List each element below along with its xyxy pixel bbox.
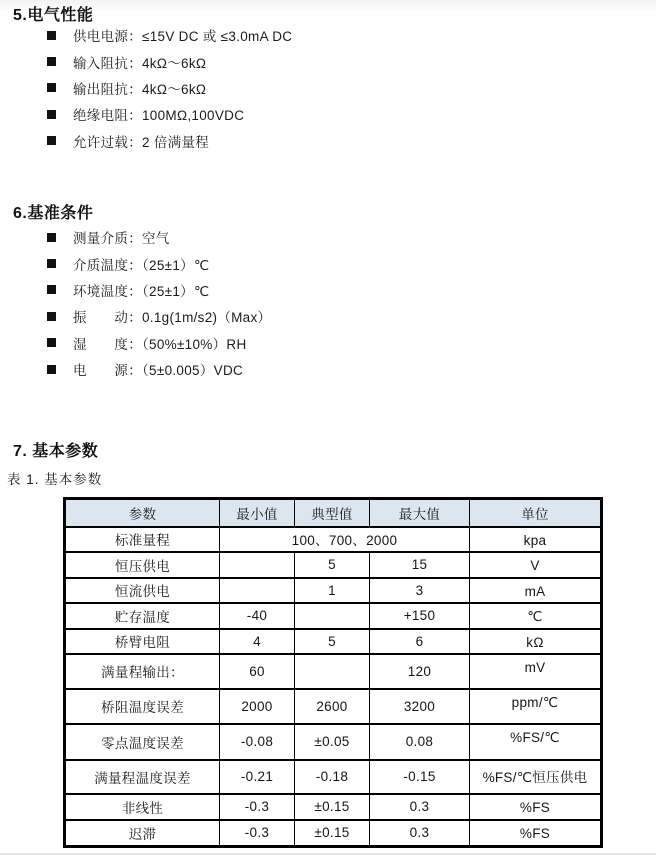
- unit-cell: %FS/℃恒压供电: [470, 760, 602, 794]
- unit-cell: kpa: [470, 527, 602, 552]
- list-item-text: 湿 度：（50%±10%）RH: [73, 336, 247, 352]
- list-item: [47, 75, 292, 101]
- table-row: [65, 724, 602, 760]
- list-item-text: 允许过载：2 倍满量程: [73, 134, 210, 150]
- list-item: [47, 303, 271, 329]
- max-cell: 15: [370, 552, 470, 578]
- bullet-square-icon: [47, 338, 56, 347]
- typ-cell: 2600: [295, 689, 370, 724]
- min-cell: 2000: [220, 689, 295, 724]
- min-cell: 4: [220, 629, 295, 654]
- list-item: [47, 330, 271, 356]
- param-cell: 贮存温度: [65, 603, 220, 629]
- param-cell: 零点温度误差: [65, 724, 220, 760]
- param-cell: 恒压供电: [65, 552, 220, 578]
- param-cell: 恒流供电: [65, 578, 220, 603]
- table-caption: 表 1. 基本参数: [7, 472, 103, 487]
- list-item: [47, 22, 292, 48]
- list-item: [47, 101, 292, 127]
- section-5-heading: 5.电气性能: [13, 7, 94, 24]
- max-cell: +150: [370, 603, 470, 629]
- list-item-text: 输入阻抗：4kΩ～6kΩ: [73, 55, 207, 71]
- max-cell: -0.15: [370, 760, 470, 794]
- value-cell: 100、700、2000: [220, 527, 470, 552]
- typ-cell: -0.18: [295, 760, 370, 794]
- table-row: [65, 689, 602, 724]
- min-cell: -0.21: [220, 760, 295, 794]
- table-row: [65, 820, 602, 847]
- bullet-square-icon: [47, 57, 56, 66]
- min-cell: [220, 578, 295, 603]
- unit-cell: %FS: [470, 820, 602, 847]
- param-cell: 非线性: [65, 794, 220, 820]
- list-item-text: 绝缘电阻：100MΩ,100VDC: [73, 108, 245, 124]
- list-item-text: 振 动：0.1g(1m/s2)（Max）: [73, 310, 272, 326]
- page-top-edge: [0, 0, 656, 12]
- unit-cell: ppm/℃: [470, 689, 602, 724]
- list-item: [47, 48, 292, 74]
- typ-cell: ±0.05: [295, 724, 370, 760]
- max-cell: 0.3: [370, 820, 470, 847]
- param-cell: 桥阻温度误差: [65, 689, 220, 724]
- unit-cell: %FS: [470, 794, 602, 820]
- unit-cell: %FS/℃: [470, 724, 602, 760]
- min-cell: -0.08: [220, 724, 295, 760]
- typ-cell: [295, 654, 370, 689]
- table-row: [65, 578, 602, 603]
- typ-cell: [295, 603, 370, 629]
- param-cell: 满量程输出：: [65, 654, 220, 689]
- max-cell: 3200: [370, 689, 470, 724]
- list-item-text: 测量介质：空气: [73, 231, 170, 247]
- list-item-text: 介质温度：（25±1）℃: [73, 257, 210, 273]
- max-cell: 3: [370, 578, 470, 603]
- min-cell: -40: [220, 603, 295, 629]
- section-6-heading: 6.基准条件: [13, 205, 94, 222]
- table-row: [65, 654, 602, 689]
- table-row: [65, 552, 602, 578]
- table-row: [65, 527, 602, 552]
- table-row: [65, 603, 602, 629]
- bullet-square-icon: [47, 312, 56, 321]
- col-header-min: 最小值: [220, 499, 295, 527]
- unit-cell: ℃: [470, 603, 602, 629]
- page-separator-line: [0, 853, 656, 855]
- min-cell: 60: [220, 654, 295, 689]
- typ-cell: 5: [295, 552, 370, 578]
- unit-cell: mV: [470, 654, 602, 689]
- typ-cell: ±0.15: [295, 820, 370, 847]
- list-item-text: 输出阻抗：4kΩ～6kΩ: [73, 81, 207, 97]
- unit-cell: kΩ: [470, 629, 602, 654]
- typ-cell: ±0.15: [295, 794, 370, 820]
- col-header-param: 参数: [65, 499, 220, 527]
- list-item: [47, 224, 271, 250]
- table-row: [65, 629, 602, 654]
- list-item: [47, 250, 271, 276]
- col-header-max: 最大值: [370, 499, 470, 527]
- max-cell: 0.08: [370, 724, 470, 760]
- bullet-square-icon: [47, 110, 56, 119]
- table-row: [65, 760, 602, 794]
- list-item-text: 环境温度：（25±1）℃: [73, 283, 210, 299]
- param-cell: 标准量程: [65, 527, 220, 552]
- table-row: [65, 794, 602, 820]
- table-header-row: [65, 499, 602, 527]
- bullet-square-icon: [47, 365, 56, 374]
- list-item: [47, 128, 292, 154]
- min-cell: [220, 552, 295, 578]
- reference-conditions-list: [47, 224, 271, 382]
- typ-cell: 1: [295, 578, 370, 603]
- bullet-square-icon: [47, 233, 56, 242]
- unit-cell: V: [470, 552, 602, 578]
- param-cell: 桥臂电阻: [65, 629, 220, 654]
- param-cell: 满量程温度误差: [65, 760, 220, 794]
- col-header-unit: 单位: [470, 499, 602, 527]
- max-cell: 120: [370, 654, 470, 689]
- list-item-text: 供电电源：≤15V DC 或 ≤3.0mA DC: [73, 29, 293, 45]
- bullet-square-icon: [47, 31, 56, 40]
- param-cell: 迟滞: [65, 820, 220, 847]
- bullet-square-icon: [47, 259, 56, 268]
- bullet-square-icon: [47, 83, 56, 92]
- parameters-table: [63, 497, 603, 848]
- min-cell: -0.3: [220, 794, 295, 820]
- max-cell: 6: [370, 629, 470, 654]
- max-cell: 0.3: [370, 794, 470, 820]
- list-item-text: 电 源：（5±0.005）VDC: [73, 363, 244, 379]
- min-cell: -0.3: [220, 820, 295, 847]
- unit-cell: mA: [470, 578, 602, 603]
- bullet-square-icon: [47, 285, 56, 294]
- section-7-heading: 7. 基本参数: [13, 443, 99, 460]
- bullet-square-icon: [47, 136, 56, 145]
- col-header-typ: 典型值: [295, 499, 370, 527]
- electrical-performance-list: [47, 22, 292, 154]
- list-item: [47, 277, 271, 303]
- list-item: [47, 356, 271, 382]
- typ-cell: 5: [295, 629, 370, 654]
